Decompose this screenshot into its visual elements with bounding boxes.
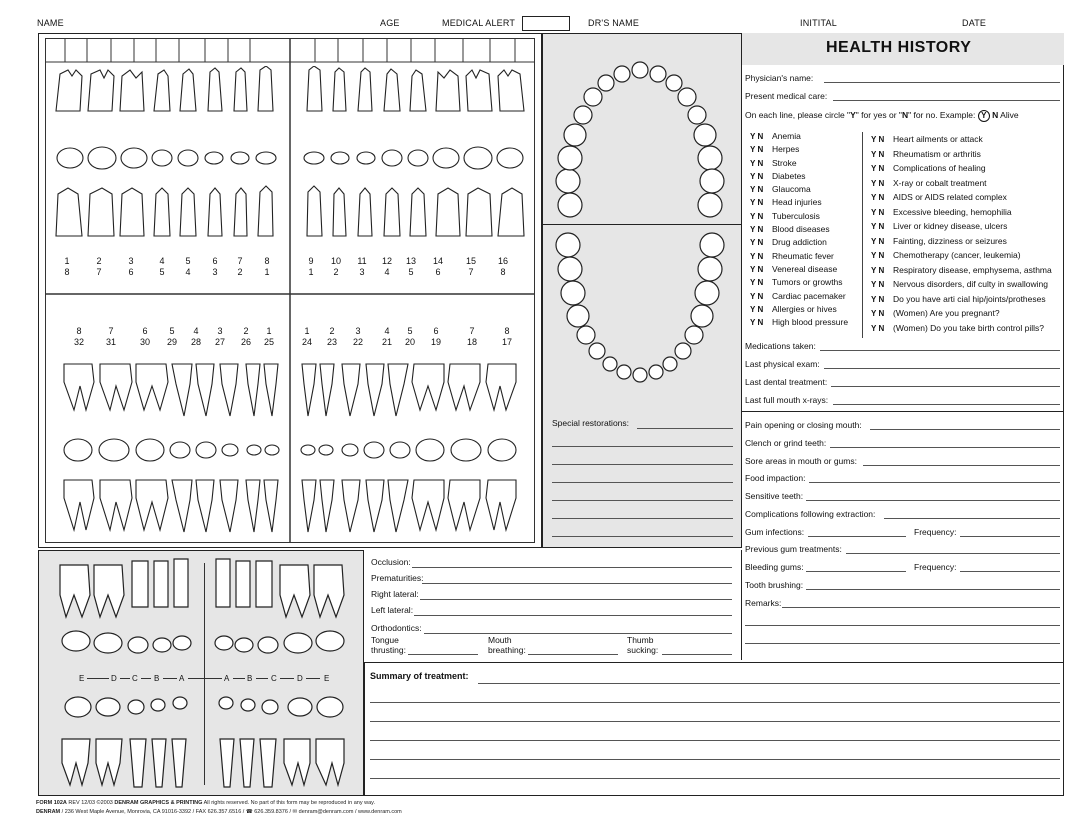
condition-row[interactable] bbox=[750, 143, 848, 156]
primary-letter: B bbox=[247, 674, 253, 683]
complications-label: Complications following extraction: bbox=[745, 509, 876, 519]
yes-no[interactable]: Y N bbox=[871, 251, 885, 260]
company-name: DENRAM GRAPHICS & PRINTING bbox=[114, 800, 203, 806]
tooth-number: 8 bbox=[500, 267, 506, 277]
gum-infections-label: Gum infections: bbox=[745, 527, 805, 537]
occlusion-line[interactable] bbox=[412, 567, 732, 568]
condition-label: Anemia bbox=[772, 131, 801, 141]
tooth-number: 15 bbox=[465, 256, 476, 266]
tooth-number: 14 bbox=[432, 256, 443, 266]
tooth-number: 5 bbox=[169, 326, 175, 336]
condition-row[interactable] bbox=[871, 234, 1052, 249]
instructions-text: On each line, please circle " bbox=[745, 110, 851, 120]
yes-no[interactable]: Y N bbox=[750, 132, 764, 141]
mouth-label: Mouth bbox=[488, 635, 512, 645]
yes-no[interactable]: Y N bbox=[871, 149, 885, 159]
previous-gum-label: Previous gum treatments: bbox=[745, 544, 842, 554]
tooth-number: 1 bbox=[304, 326, 310, 336]
left-lateral-label: Left lateral: bbox=[371, 605, 414, 615]
tooth-number: 11 bbox=[357, 256, 367, 266]
last-dental-line[interactable] bbox=[831, 386, 1060, 387]
frequency2-label: Frequency: bbox=[914, 562, 957, 572]
medical-alert-label: MEDICAL ALERT bbox=[442, 18, 516, 28]
summary-line[interactable] bbox=[370, 702, 1060, 703]
prematurities-line[interactable] bbox=[422, 583, 732, 584]
primary-letter: D bbox=[297, 674, 303, 683]
summary-line[interactable] bbox=[370, 740, 1060, 741]
condition-row[interactable] bbox=[871, 263, 1052, 278]
tooth-number: 3 bbox=[128, 256, 134, 266]
tooth-number: 6 bbox=[212, 256, 218, 266]
instructions-n: N bbox=[901, 110, 909, 120]
condition-row[interactable] bbox=[750, 263, 848, 276]
tooth-number: 2 bbox=[237, 267, 243, 277]
condition-label: Chemotherapy (cancer, leukemia) bbox=[893, 250, 1021, 260]
prematurities-label: Prematurities: bbox=[371, 573, 424, 583]
frequency2-line[interactable] bbox=[960, 571, 1060, 572]
yes-no[interactable]: Y N bbox=[750, 278, 764, 288]
condition-label: Excessive bleeding, hemophilia bbox=[893, 206, 1012, 217]
tooth-number: 5 bbox=[159, 267, 165, 277]
drs-name-label: DR'S NAME bbox=[588, 18, 640, 28]
tongue-label: Tongue bbox=[371, 635, 399, 645]
brushing-line[interactable] bbox=[806, 589, 1060, 590]
bleeding-gums-label: Bleeding gums: bbox=[745, 562, 804, 572]
lower-numbers bbox=[45, 326, 535, 356]
tooth-number: 3 bbox=[212, 267, 218, 277]
thumb-sucking-line[interactable] bbox=[662, 654, 732, 655]
primary-letter: A bbox=[224, 674, 230, 683]
condition-row[interactable] bbox=[750, 170, 848, 183]
tooth-number: 3 bbox=[217, 326, 223, 336]
tooth-number: 12 bbox=[381, 256, 392, 266]
tooth-number: 18 bbox=[466, 337, 477, 347]
remarks-label: Remarks: bbox=[745, 598, 782, 608]
age-label: AGE bbox=[380, 18, 400, 28]
tooth-number: 2 bbox=[333, 267, 339, 277]
condition-row[interactable] bbox=[750, 196, 848, 209]
pain-label: Pain opening or closing mouth: bbox=[745, 420, 862, 430]
tooth-number: 13 bbox=[405, 256, 416, 266]
tooth-number: 4 bbox=[384, 326, 390, 336]
food-line[interactable] bbox=[809, 482, 1060, 483]
yes-no[interactable]: Y N bbox=[871, 222, 885, 231]
letter-connector bbox=[120, 678, 130, 679]
tooth-number: 32 bbox=[73, 337, 84, 347]
condition-row[interactable] bbox=[750, 236, 848, 249]
instructions-text: " for yes or " bbox=[855, 110, 902, 120]
company-address: / 236 West Maple Avenue, Monrovia, CA 91016-3392 / FAX 626.357.6516 / bbox=[61, 809, 245, 815]
yes-no[interactable]: Y N bbox=[750, 185, 764, 195]
condition-row[interactable] bbox=[871, 292, 1052, 307]
condition-row[interactable] bbox=[750, 210, 848, 223]
tooth-number: 6 bbox=[433, 326, 439, 336]
tooth-number: 7 bbox=[96, 267, 102, 277]
condition-label: Tumors or growths bbox=[772, 277, 843, 288]
summary-line[interactable] bbox=[370, 759, 1060, 760]
tooth-number: 5 bbox=[407, 326, 413, 336]
yes-no[interactable]: Y N bbox=[750, 264, 764, 274]
condition-label: High blood pressure bbox=[772, 317, 849, 328]
letter-connector bbox=[163, 678, 177, 679]
tooth-number: 1 bbox=[308, 267, 314, 277]
condition-row[interactable] bbox=[750, 183, 848, 196]
right-lateral-label: Right lateral: bbox=[371, 589, 419, 599]
primary-letter: C bbox=[271, 674, 277, 683]
primary-letter: E bbox=[79, 674, 85, 683]
tooth-number: 1 bbox=[264, 267, 270, 277]
special-restorations-label: Special restorations: bbox=[552, 418, 630, 428]
sore-label: Sore areas in mouth or gums: bbox=[745, 456, 857, 466]
sore-line[interactable] bbox=[863, 465, 1060, 466]
tooth-number: 7 bbox=[237, 256, 243, 266]
yes-no[interactable]: Y N bbox=[750, 304, 764, 314]
tooth-number: 22 bbox=[352, 337, 363, 347]
condition-row[interactable] bbox=[750, 130, 848, 143]
tooth-number: 7 bbox=[108, 326, 114, 336]
breathing-label: breathing: bbox=[488, 645, 526, 655]
dental-arch-illustration bbox=[548, 55, 736, 400]
clench-label: Clench or grind teeth: bbox=[745, 438, 827, 448]
example-n: N bbox=[992, 110, 999, 120]
condition-label: Tuberculosis bbox=[772, 210, 820, 221]
tooth-number: 3 bbox=[355, 326, 361, 336]
tooth-number: 8 bbox=[504, 326, 510, 336]
yes-no[interactable]: Y N bbox=[750, 171, 764, 181]
condition-label: Herpes bbox=[772, 144, 800, 155]
yes-no[interactable]: Y N bbox=[871, 236, 885, 246]
primary-letter: C bbox=[132, 674, 138, 683]
remarks-line[interactable] bbox=[782, 607, 1060, 608]
condition-row[interactable] bbox=[871, 176, 1052, 191]
tooth-number: 7 bbox=[469, 326, 475, 336]
condition-row[interactable] bbox=[750, 276, 848, 289]
initial-label: INITITAL bbox=[800, 18, 837, 28]
tooth-number: 6 bbox=[128, 267, 134, 277]
condition-label: Venereal disease bbox=[772, 263, 838, 274]
condition-label: Stroke bbox=[772, 157, 797, 168]
tooth-number: 9 bbox=[308, 256, 314, 266]
condition-row[interactable] bbox=[871, 321, 1052, 336]
last-xrays-label: Last full mouth x-rays: bbox=[745, 395, 829, 405]
letter-connector bbox=[256, 678, 268, 679]
tooth-number: 10 bbox=[330, 256, 341, 266]
health-history-title: HEALTH HISTORY bbox=[826, 39, 972, 56]
footer-line-1 bbox=[36, 800, 375, 806]
tooth-number: 20 bbox=[404, 337, 415, 347]
health-divider bbox=[742, 411, 1064, 412]
medications-line[interactable] bbox=[820, 350, 1060, 351]
condition-label: Complications of healing bbox=[893, 163, 986, 173]
example-word: Alive bbox=[1000, 110, 1019, 120]
condition-label: Rheumatic fever bbox=[772, 250, 834, 261]
tooth-number: 6 bbox=[142, 326, 148, 336]
yes-no[interactable]: Y N bbox=[750, 145, 764, 155]
condition-row[interactable] bbox=[750, 290, 848, 303]
yes-no[interactable]: Y N bbox=[750, 318, 764, 328]
tooth-number: 8 bbox=[76, 326, 82, 336]
restorations-line[interactable] bbox=[552, 446, 733, 447]
yes-no[interactable]: Y N bbox=[750, 251, 764, 261]
tooth-number: 2 bbox=[96, 256, 102, 266]
condition-label: Glaucoma bbox=[772, 184, 811, 195]
tooth-number: 27 bbox=[214, 337, 225, 347]
sucking-label: sucking: bbox=[627, 645, 659, 655]
condition-label: Heart ailments or attack bbox=[893, 134, 983, 144]
letter-connector bbox=[188, 678, 222, 679]
condition-row[interactable] bbox=[871, 132, 1052, 147]
last-dental-label: Last dental treatment: bbox=[745, 377, 828, 387]
yes-no[interactable]: Y N bbox=[871, 135, 885, 144]
instructions bbox=[745, 110, 1019, 122]
condition-row[interactable] bbox=[750, 223, 848, 236]
bleeding-gums-line[interactable] bbox=[806, 571, 906, 572]
right-lateral-line[interactable] bbox=[420, 599, 732, 600]
restorations-line[interactable] bbox=[552, 500, 733, 501]
remarks-line[interactable] bbox=[745, 643, 1060, 644]
letter-connector bbox=[280, 678, 294, 679]
condition-label: Head injuries bbox=[772, 197, 822, 208]
condition-label: Rheumatism or arthritis bbox=[893, 148, 981, 159]
tooth-number: 7 bbox=[468, 267, 474, 277]
letter-connector bbox=[87, 678, 109, 679]
company-email: denram@denram.com bbox=[298, 809, 354, 815]
restorations-line[interactable] bbox=[552, 482, 733, 483]
yes-no[interactable]: Y N bbox=[750, 198, 764, 208]
summary-line[interactable] bbox=[370, 721, 1060, 722]
tooth-number: 4 bbox=[193, 326, 199, 336]
rights-notice: All rights reserved. No part of this form may be reproduced in any way. bbox=[203, 800, 375, 806]
frequency1-label: Frequency: bbox=[914, 527, 957, 537]
name-label: NAME bbox=[37, 18, 64, 28]
yes-no[interactable]: Y N bbox=[871, 207, 885, 217]
footer-line-2: DENRAM / 236 West Maple Avenue, Monrovia, CA 91016-3392 / FAX 626.357.6516 / ☎ 626.359.8376 / ✉ denram@denram.com / www.denram.com bbox=[36, 809, 402, 815]
special-restorations-line[interactable] bbox=[637, 428, 733, 429]
tooth-number: 16 bbox=[497, 256, 508, 266]
condition-row[interactable] bbox=[871, 205, 1052, 220]
tooth-number: 4 bbox=[384, 267, 390, 277]
primary-letter: B bbox=[154, 674, 160, 683]
tooth-number: 4 bbox=[185, 267, 191, 277]
phone-icon: ☎ bbox=[245, 809, 253, 815]
condition-row[interactable] bbox=[750, 250, 848, 263]
yes-no[interactable]: Y N bbox=[871, 294, 885, 304]
gum-infections-line[interactable] bbox=[808, 536, 906, 537]
tooth-number: 4 bbox=[159, 256, 165, 266]
tongue-thrusting-line[interactable] bbox=[408, 654, 478, 655]
sensitive-label: Sensitive teeth: bbox=[745, 491, 804, 501]
form-revision: REV 12/03 ©2003 bbox=[68, 800, 113, 806]
complications-line[interactable] bbox=[884, 518, 1060, 519]
condition-row[interactable] bbox=[750, 303, 848, 316]
upper-teeth-illustration bbox=[50, 66, 530, 246]
tooth-number: 3 bbox=[359, 267, 365, 277]
restorations-line[interactable] bbox=[552, 518, 733, 519]
thrusting-label: thrusting: bbox=[371, 645, 406, 655]
previous-gum-line[interactable] bbox=[846, 553, 1060, 554]
condition-row[interactable] bbox=[750, 316, 848, 329]
condition-row[interactable] bbox=[871, 219, 1052, 234]
yes-no[interactable]: Y N bbox=[871, 193, 885, 202]
left-lateral-line[interactable] bbox=[414, 615, 732, 616]
condition-row[interactable] bbox=[871, 147, 1052, 162]
condition-label: Fainting, dizziness or seizures bbox=[893, 235, 1007, 246]
condition-row[interactable] bbox=[750, 157, 848, 170]
condition-label: (Women) Do you take birth control pills? bbox=[893, 322, 1045, 333]
brushing-label: Tooth brushing: bbox=[745, 580, 804, 590]
instructions-text: " for no. Example: bbox=[908, 110, 976, 120]
letter-connector bbox=[306, 678, 320, 679]
tooth-number: 2 bbox=[243, 326, 249, 336]
condition-label: Nervous disorders, dif culty in swallowing bbox=[893, 279, 1048, 289]
tooth-number: 21 bbox=[381, 337, 392, 347]
form-number: FORM 102A bbox=[36, 800, 67, 806]
condition-row[interactable] bbox=[871, 306, 1052, 321]
company-website: / www.denram.com bbox=[354, 809, 402, 815]
tooth-number: 2 bbox=[329, 326, 335, 336]
tooth-number: 24 bbox=[301, 337, 312, 347]
condition-row[interactable] bbox=[871, 248, 1052, 263]
instructions-y: Y bbox=[850, 110, 856, 120]
tooth-number: 17 bbox=[501, 337, 512, 347]
sensitive-line[interactable] bbox=[806, 500, 1060, 501]
tooth-number: 30 bbox=[139, 337, 150, 347]
mouth-breathing-line[interactable] bbox=[528, 654, 618, 655]
example-y-circle: Y bbox=[978, 110, 990, 122]
condition-label: Drug addiction bbox=[772, 237, 827, 248]
present-care-line[interactable] bbox=[833, 100, 1060, 101]
summary-line[interactable] bbox=[478, 683, 1060, 684]
condition-label: (Women) Are you pregnant? bbox=[893, 308, 1000, 318]
yes-no[interactable]: Y N bbox=[871, 280, 885, 289]
last-physical-label: Last physical exam: bbox=[745, 359, 820, 369]
last-xrays-line[interactable] bbox=[833, 404, 1060, 405]
tooth-number: 8 bbox=[264, 256, 270, 266]
tooth-number: 8 bbox=[64, 267, 70, 277]
condition-label: Liver or kidney disease, ulcers bbox=[893, 221, 1008, 231]
condition-label: Respiratory disease, emphysema, asthma bbox=[893, 264, 1052, 275]
tooth-number: 25 bbox=[263, 337, 274, 347]
condition-label: Allergies or hives bbox=[772, 303, 837, 314]
condition-row[interactable] bbox=[871, 190, 1052, 205]
primary-letter: E bbox=[324, 674, 330, 683]
thumb-label: Thumb bbox=[627, 635, 654, 645]
tooth-number: 29 bbox=[166, 337, 177, 347]
food-label: Food impaction: bbox=[745, 473, 806, 483]
pain-line[interactable] bbox=[870, 429, 1060, 430]
medications-label: Medications taken: bbox=[745, 341, 816, 351]
yes-no[interactable]: Y N bbox=[750, 158, 764, 168]
yes-no[interactable]: Y N bbox=[871, 309, 885, 318]
letter-connector bbox=[141, 678, 151, 679]
upper-numbers bbox=[45, 256, 535, 286]
tooth-number: 31 bbox=[105, 337, 116, 347]
orthodontics-line[interactable] bbox=[424, 633, 732, 634]
email-icon: ✉ bbox=[292, 809, 298, 815]
yes-no[interactable]: Y N bbox=[750, 291, 764, 301]
physicians-name-line[interactable] bbox=[824, 82, 1060, 83]
condition-label: Cardiac pacemaker bbox=[772, 290, 846, 301]
tooth-number: 23 bbox=[326, 337, 337, 347]
yes-no[interactable]: Y N bbox=[871, 164, 885, 173]
condition-label: AIDS or AIDS related complex bbox=[893, 192, 1007, 202]
condition-row[interactable] bbox=[871, 277, 1052, 292]
summary-line[interactable] bbox=[370, 778, 1060, 779]
tooth-number: 26 bbox=[240, 337, 251, 347]
tooth-number: 19 bbox=[430, 337, 441, 347]
yes-no[interactable]: Y N bbox=[871, 323, 885, 333]
conditions-right bbox=[871, 132, 1052, 335]
letter-connector bbox=[233, 678, 245, 679]
occlusion-label: Occlusion: bbox=[371, 557, 411, 567]
yes-no[interactable]: Y N bbox=[871, 178, 885, 188]
tooth-number: 1 bbox=[64, 256, 70, 266]
physicians-name-label: Physician's name: bbox=[745, 73, 814, 83]
present-care-label: Present medical care: bbox=[745, 91, 828, 101]
condition-label: Diabetes bbox=[772, 170, 806, 181]
clench-line[interactable] bbox=[830, 447, 1060, 448]
tooth-number: 5 bbox=[185, 256, 191, 266]
tooth-number: 6 bbox=[435, 267, 441, 277]
medical-alert-box[interactable] bbox=[522, 16, 570, 31]
condition-label: X-ray or cobalt treatment bbox=[893, 177, 987, 188]
date-label: DATE bbox=[962, 18, 987, 28]
yes-no[interactable]: Y N bbox=[750, 238, 764, 248]
condition-label: Blood diseases bbox=[772, 224, 830, 235]
last-physical-line[interactable] bbox=[824, 368, 1060, 369]
summary-label: Summary of treatment: bbox=[370, 671, 469, 681]
conditions-left bbox=[750, 130, 848, 329]
tooth-number: 28 bbox=[190, 337, 201, 347]
yes-no[interactable]: Y N bbox=[871, 265, 885, 275]
condition-label: Do you have arti cial hip/joints/protheses bbox=[893, 293, 1046, 304]
frequency1-line[interactable] bbox=[960, 536, 1060, 537]
orthodontics-label: Orthodontics: bbox=[371, 623, 422, 633]
restorations-line[interactable] bbox=[552, 464, 733, 465]
yes-no[interactable]: Y N bbox=[750, 211, 764, 221]
primary-letter: D bbox=[111, 674, 117, 683]
condition-row[interactable] bbox=[871, 161, 1052, 176]
conditions-divider bbox=[862, 132, 863, 338]
lower-teeth-illustration bbox=[50, 360, 530, 540]
brand-name: DENRAM bbox=[36, 809, 61, 815]
company-phone: 626.359.8376 bbox=[254, 809, 288, 815]
primary-teeth-illustration bbox=[48, 555, 358, 791]
restorations-line[interactable] bbox=[552, 536, 733, 537]
yes-no[interactable]: Y N bbox=[750, 225, 764, 235]
remarks-line[interactable] bbox=[745, 625, 1060, 626]
tooth-number: 5 bbox=[408, 267, 414, 277]
tooth-number: 1 bbox=[266, 326, 272, 336]
primary-letter: A bbox=[179, 674, 185, 683]
